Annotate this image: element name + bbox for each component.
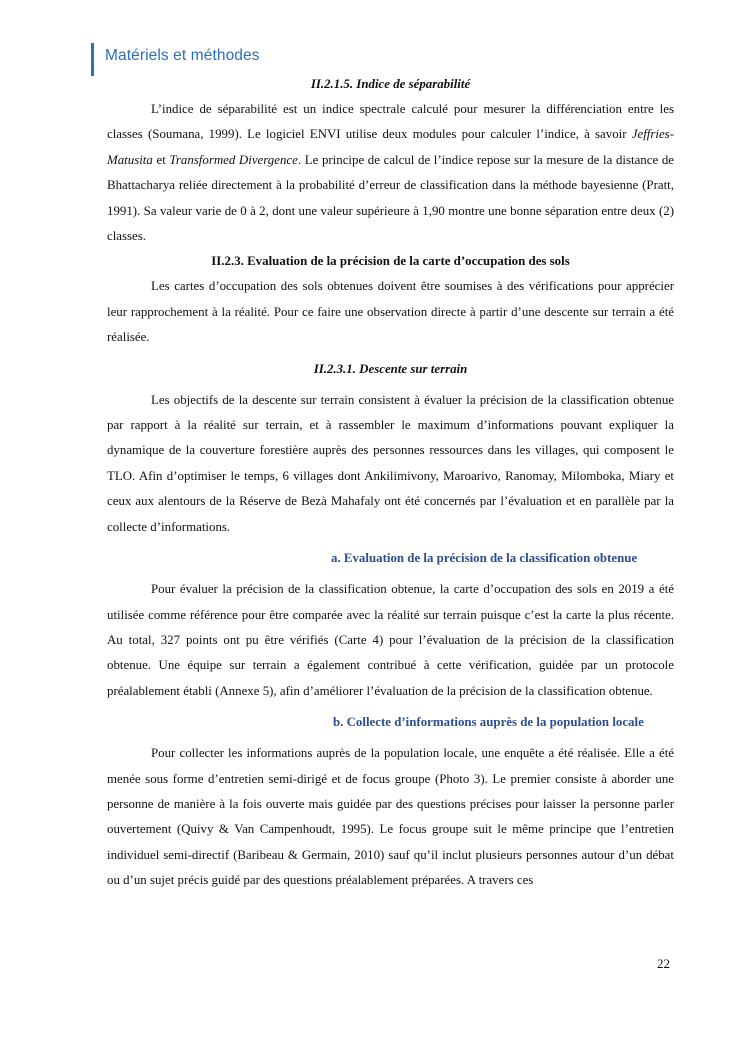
italic-term: Transformed Divergence <box>169 152 298 167</box>
text-run: . Le principe de calcul de l’indice repose sur la mesure de la distance de Bhattacharya reliée directement à la probabilité d’erreur de classification dans la méthode bayesienne (Pratt, 1991). Sa valeur varie de 0 à 2, dont une valeur supérieure à 1,90 montre une bonne séparation entre deux (2) classes. <box>107 152 674 244</box>
paragraph-b: Pour collecter les informations auprès de la population locale, une enquête a été réalisée. Elle a été menée sous forme d’entretien semi-dirigé et de focus groupe (Photo 3). Le premier consiste à aborder une personne de manière à la fois ouverte mais guidée par des questions précises pour laisser la personne parler ouvertement (Quivy & Van Campenhoudt, 1995). Le focus groupe suit le même principe que l’entretien individuel semi-directif (Baribeau & Germain, 2010) sauf qu’il inclut plusieurs personnes autour d’un débat ou d’un sujet précis guidé par des questions préalablement préparées. A travers ces <box>107 746 674 888</box>
paragraph-a: Pour évaluer la précision de la classification obtenue, la carte d’occupation des sols en 2019 a été utilisée comme référence pour être comparée avec la réalité sur terrain puisque c’est la carte la plus récente. Au total, 327 points ont pu être vérifiés (Carte 4) pour l’évaluation de la précision de la classification obtenue. Une équipe sur terrain a également contribué à cette vérification, guidée par un protocole préalablement établi (Annexe 5), afin d’améliorer l’évaluation de la précision de la classification obtenue. <box>107 582 674 698</box>
heading-a: a. Evaluation de la précision de la classification obtenue <box>331 551 638 566</box>
paragraph-evaluation: Les cartes d’occupation des sols obtenues doivent être soumises à des vérifications pour apprécier leur rapprochement à la réalité. Pour ce faire une observation directe à partir d’une descente sur terrain a été réalisée. <box>107 279 674 345</box>
paragraph-descente: Les objectifs de la descente sur terrain consistent à évaluer la précision de la classification obtenue par rapport à la réalité sur terrain, et à rassembler le maximum d’informations pouvant expliquer la dynamique de la couverture forestière auprès des personnes ressources dans les villages, qui composent le TLO. Afin d’optimiser le temps, 6 villages dont Ankilimivony, Maroarivo, Ranomay, Milomboka, Miary et ceux aux alentours de la Réserve de Bezà Mahafaly ont été concernés par l’évaluation et en parallèle par la collecte d’informations. <box>107 392 674 534</box>
heading-2-3: II.2.3. Evaluation de la précision de la carte d’occupation des sols <box>211 254 570 269</box>
page-number: 22 <box>657 956 670 971</box>
page-body <box>107 72 674 894</box>
text-run: L’indice de séparabilité est un indice spectrale calculé pour mesurer la différenciation entre les classes (Soumana, 1999). Le logiciel ENVI utilise deux modules pour calculer l’indice, à savoir <box>107 102 674 142</box>
heading-b: b. Collecte d’informations auprès de la population locale <box>333 715 644 730</box>
italic-term: Jeffries-Matusita <box>107 127 674 167</box>
text-run: et <box>152 152 170 167</box>
paragraph-separabilite <box>107 97 674 249</box>
heading-2-1-5: II.2.1.5. Indice de séparabilité <box>310 77 471 91</box>
heading-2-3-1: II.2.3.1. Descente sur terrain <box>313 361 468 376</box>
running-header: Matériels et méthodes <box>105 47 260 64</box>
header-accent-bar <box>91 43 94 76</box>
